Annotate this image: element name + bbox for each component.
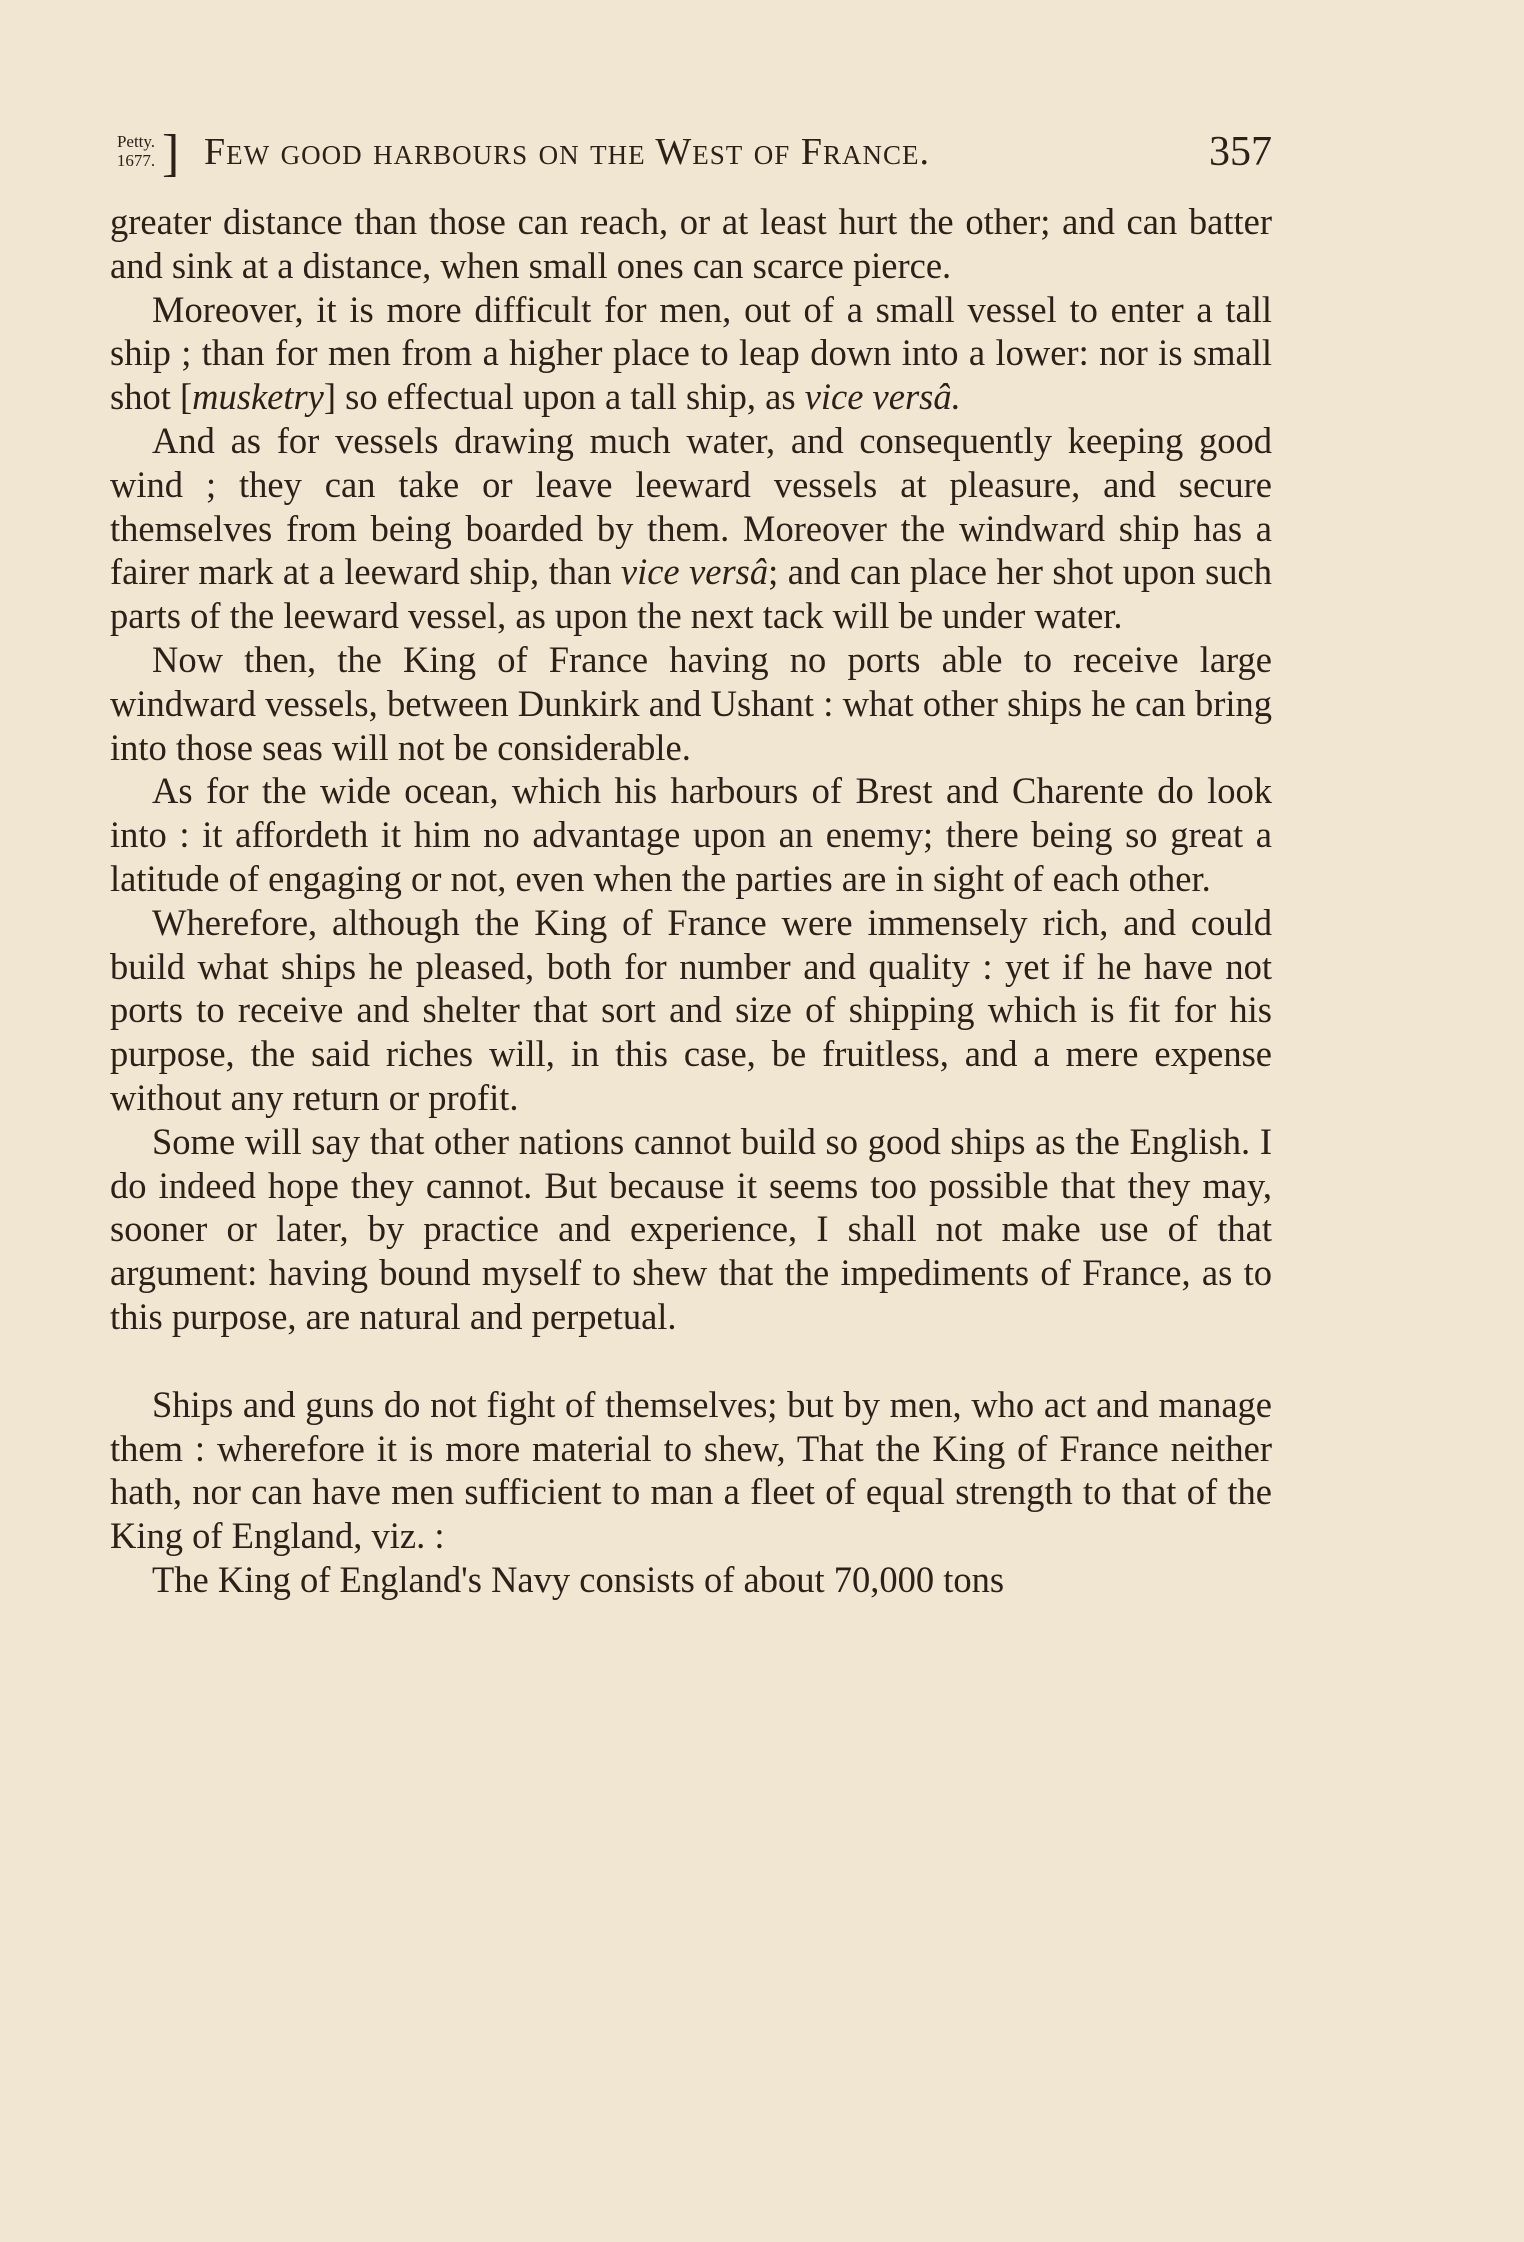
paragraph: [110, 1120, 1272, 1339]
text-fragment: ; and can place her shot upon such parts of the leeward vessel, as upon the next tack will be under water.: [110, 551, 1272, 637]
body-text: [110, 200, 1272, 1602]
text-fragment: Ships and guns do not fight of themselves; but by men, who act and manage them : wherefore it is more material to shew, That the King of France neither hath, nor can have men sufficient to man a fleet of equal strength to that of the King of England, viz. :: [110, 1383, 1272, 1557]
paragraph: [110, 1383, 1272, 1558]
side-note-author: Petty.: [116, 132, 156, 151]
text-fragment: Some will say that other nations cannot build so good ships as the English. I do indeed hope they cannot. But because it seems too possible that they may, sooner or later, by practice and experience, I shall not make use of that argument: having bound myself to shew that the impediments of France, as to this purpose, are natural and perpetual.: [110, 1120, 1272, 1337]
text-fragment: musketry: [192, 376, 324, 418]
text-fragment: And as for vessels drawing much water, and consequently keeping good wind ; they can take or leave leeward vessels at pleasure, and secure themselves from being boarded by them. Moreover the windward ship has a fairer mark at a leeward ship, than: [110, 419, 1272, 593]
paragraph: [110, 1558, 1272, 1602]
text-fragment: vice versâ.: [804, 376, 961, 418]
side-note-year: 1677.: [116, 151, 156, 170]
side-note: [110, 132, 162, 170]
paragraph: [110, 901, 1272, 1120]
paragraph: [110, 200, 1272, 288]
paragraph: [110, 288, 1272, 419]
text-fragment: ] so effectual upon a tall ship, as: [323, 376, 805, 418]
book-page: [110, 118, 1272, 1602]
text-fragment: Moreover, it is more difficult for men, out of a small vessel to enter a tall ship ; than for men from a higher place to leap down into a lower: nor is small shot [: [110, 288, 1272, 418]
running-title: Few good harbours on the West of France.: [204, 131, 930, 173]
page-header: [110, 118, 1272, 192]
paragraph: [110, 769, 1272, 900]
text-fragment: As for the wide ocean, which his harbours of Brest and Charente do look into : it affordeth it him no advantage upon an enemy; there being so great a latitude of engaging or not, even when the parties are in sight of each other.: [110, 770, 1272, 899]
paragraph: [110, 638, 1272, 769]
text-fragment: greater distance than those can reach, or at least hurt the other; and can batter and sink at a distance, when small ones can scarce pierce.: [110, 201, 1272, 286]
text-fragment: The King of England's Navy consists of about 70,000 tons: [152, 1558, 1005, 1600]
text-fragment: vice versâ: [620, 551, 769, 593]
side-note-bracket: ]: [162, 125, 180, 182]
text-fragment: Wherefore, although the King of France were immensely rich, and could build what ships he pleased, both for number and quality : yet if he have not ports to receive and shelter that sort and size of shipping which is fit for his purpose, the said riches will, in this case, be fruitless, and a mere expense without any return or profit.: [110, 901, 1272, 1118]
text-fragment: Now then, the King of France having no ports able to receive large windward vessels, between Dunkirk and Ushant : what other ships he can bring into those seas will not be considerable.: [110, 638, 1272, 768]
page-number: 357: [1209, 129, 1272, 175]
paragraph: [110, 419, 1272, 638]
